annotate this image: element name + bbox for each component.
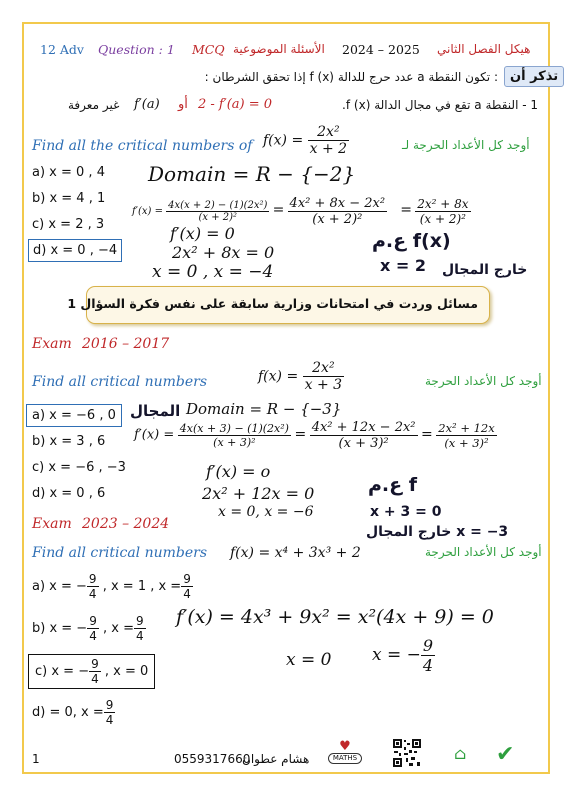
qr-code-icon	[392, 738, 422, 768]
undefined-label: غير معرفة	[68, 98, 120, 112]
page-number: 1	[32, 752, 40, 766]
mcq-label: MCQ	[192, 42, 225, 57]
exam1-step1: f′(x) = o	[206, 462, 271, 481]
exam1-prompt: Find all critical numbers	[32, 374, 208, 390]
exam1-prompt-ar: أوجد كل الأعداد الحرجة	[425, 374, 542, 388]
maths-logo: ♥ MATHS	[328, 740, 362, 768]
q1-handwritten-outside: خارج المجال	[442, 262, 528, 278]
q1-step3: x = 0 , x = −4	[152, 262, 274, 282]
q1-derivative: f′(x) = $\frac{\text{4x(x + 2) − (1)(2x²)}}{\text{(x + 2)²}}$ = $\frac{\text{4x² + 8x − 2x²}}{\text{(x + 2)²}}$ = $\frac{\text{2x² + 8x}}{\text{(x + 2)²}}$	[132, 196, 469, 227]
question-label: Question : 1	[98, 42, 175, 57]
q1-domain: Domain = R − {−2}	[148, 162, 356, 186]
q1-handwritten-note: ع.م f(x)	[372, 230, 451, 252]
exam1-handwritten-note: ع.م f	[368, 474, 418, 496]
condition-domain: 1 - النقطة a تقع في مجال الدالة f (x).	[342, 98, 538, 112]
exam2-prompt: Find all critical numbers	[32, 545, 208, 561]
q1-option-a[interactable]: a) x = 0 , 4	[32, 165, 105, 180]
exam2-years: 2023 – 2024	[82, 516, 170, 532]
exam1-function: f(x) = $\frac{\text{2x²}}{x + 3}$	[258, 360, 343, 393]
past-exams-banner-text: مسائل وردت في امتحانات وزارية سابقة على نفس فكرة السؤال 1	[67, 296, 478, 311]
exam1-derivative: f′(x) = $\frac{\text{4x(x + 3) − (1)(2x²)}}{\text{(x + 3)²}}$ = $\frac{\text{4x² + 12x − 2x²}}{\text{(x + 3)²}}$ = $\frac{\text{2x² + 12x}}{\text{(x + 3)²}}$	[134, 420, 495, 451]
q1-prompt-ar: أوجد كل الأعداد الحرجة لـ	[402, 138, 530, 152]
q1-function: f(x) = $\frac{\text{2x²}}{x + 2}$	[263, 124, 348, 157]
objective-label: الأسئلة الموضوعية	[233, 42, 325, 56]
exam1-option-a[interactable]: a) x = −6 , 0	[26, 404, 122, 427]
q1-option-d[interactable]: d) x = 0 , −4	[28, 239, 122, 262]
exam2-option-d[interactable]: d) = 0, x = $\frac{9}{4}$	[32, 698, 114, 727]
or-label: أو	[178, 97, 188, 112]
exam2-prompt-ar: أوجد كل الأعداد الحرجة	[425, 545, 542, 559]
q1-handwritten-x: x = 2	[380, 256, 426, 275]
years-label: 2024 – 2025	[342, 42, 420, 57]
remember-label: تذكر أن	[504, 66, 564, 87]
exam1-option-d[interactable]: d) x = 0 , 6	[32, 486, 106, 501]
exam2-solution-a: x = 0	[286, 650, 332, 670]
remember-statement: : تكون النقطة a عدد حرج للدالة f (x) إذا تحقق الشرطان :	[204, 70, 498, 84]
exam2-option-a[interactable]: a) x = − $\frac{9}{4}$ , x = 1 , x = $\frac{9}{4}$	[32, 572, 191, 601]
q1-prompt: Find all the critical numbers of	[32, 138, 253, 154]
exam1-option-b[interactable]: b) x = 3 , 6	[32, 434, 106, 449]
author-phone: 0559317660	[174, 752, 251, 766]
exam1-title: Exam	[32, 336, 72, 352]
exam1-domain: Domain = R − {−3}	[186, 400, 342, 418]
author-name: هشام عطوان	[242, 752, 310, 766]
q1-option-b[interactable]: b) x = 4 , 1	[32, 191, 106, 206]
q1-option-c[interactable]: c) x = 2 , 3	[32, 217, 105, 232]
exam2-title: Exam	[32, 516, 72, 532]
exam1-handwritten-domain: المجال	[130, 402, 181, 420]
condition-zero: 2 - f′(a) = 0	[198, 97, 273, 112]
heart-icon: ♥	[339, 739, 351, 754]
exam1-step3: x = 0, x = −6	[218, 504, 314, 520]
exam2-solution-b: x = − $\frac{9}{4}$	[372, 636, 434, 675]
checkmark-icon: ✔	[496, 742, 515, 767]
exam1-years: 2016 – 2017	[82, 336, 170, 352]
exam1-option-c[interactable]: c) x = −6 , −3	[32, 460, 126, 475]
q1-step2: 2x² + 8x = 0	[172, 243, 275, 262]
q1-step1: f′(x) = 0	[170, 224, 235, 243]
exam1-handwritten-outside: x = −3 خارج المجال	[366, 524, 509, 540]
term-label: هيكل الفصل الثاني	[437, 42, 531, 56]
grade-label: 12 Adv	[40, 42, 84, 57]
exam2-derivative: f′(x) = 4x³ + 9x² = x²(4x + 9) = 0	[176, 606, 494, 628]
exam2-option-c[interactable]: c) x = − $\frac{9}{4}$ , x = 0	[28, 654, 155, 689]
check-icon: ⌂	[454, 744, 467, 763]
exam2-option-b[interactable]: b) x = − $\frac{9}{4}$ , x = $\frac{9}{4}$	[32, 614, 144, 643]
exam2-function: f(x) = x⁴ + 3x³ + 2	[230, 545, 361, 561]
exam1-handwritten-eq: x + 3 = 0	[370, 504, 442, 520]
condition-derivative: f′(a)	[134, 97, 160, 112]
exam1-step2: 2x² + 12x = 0	[202, 484, 315, 503]
